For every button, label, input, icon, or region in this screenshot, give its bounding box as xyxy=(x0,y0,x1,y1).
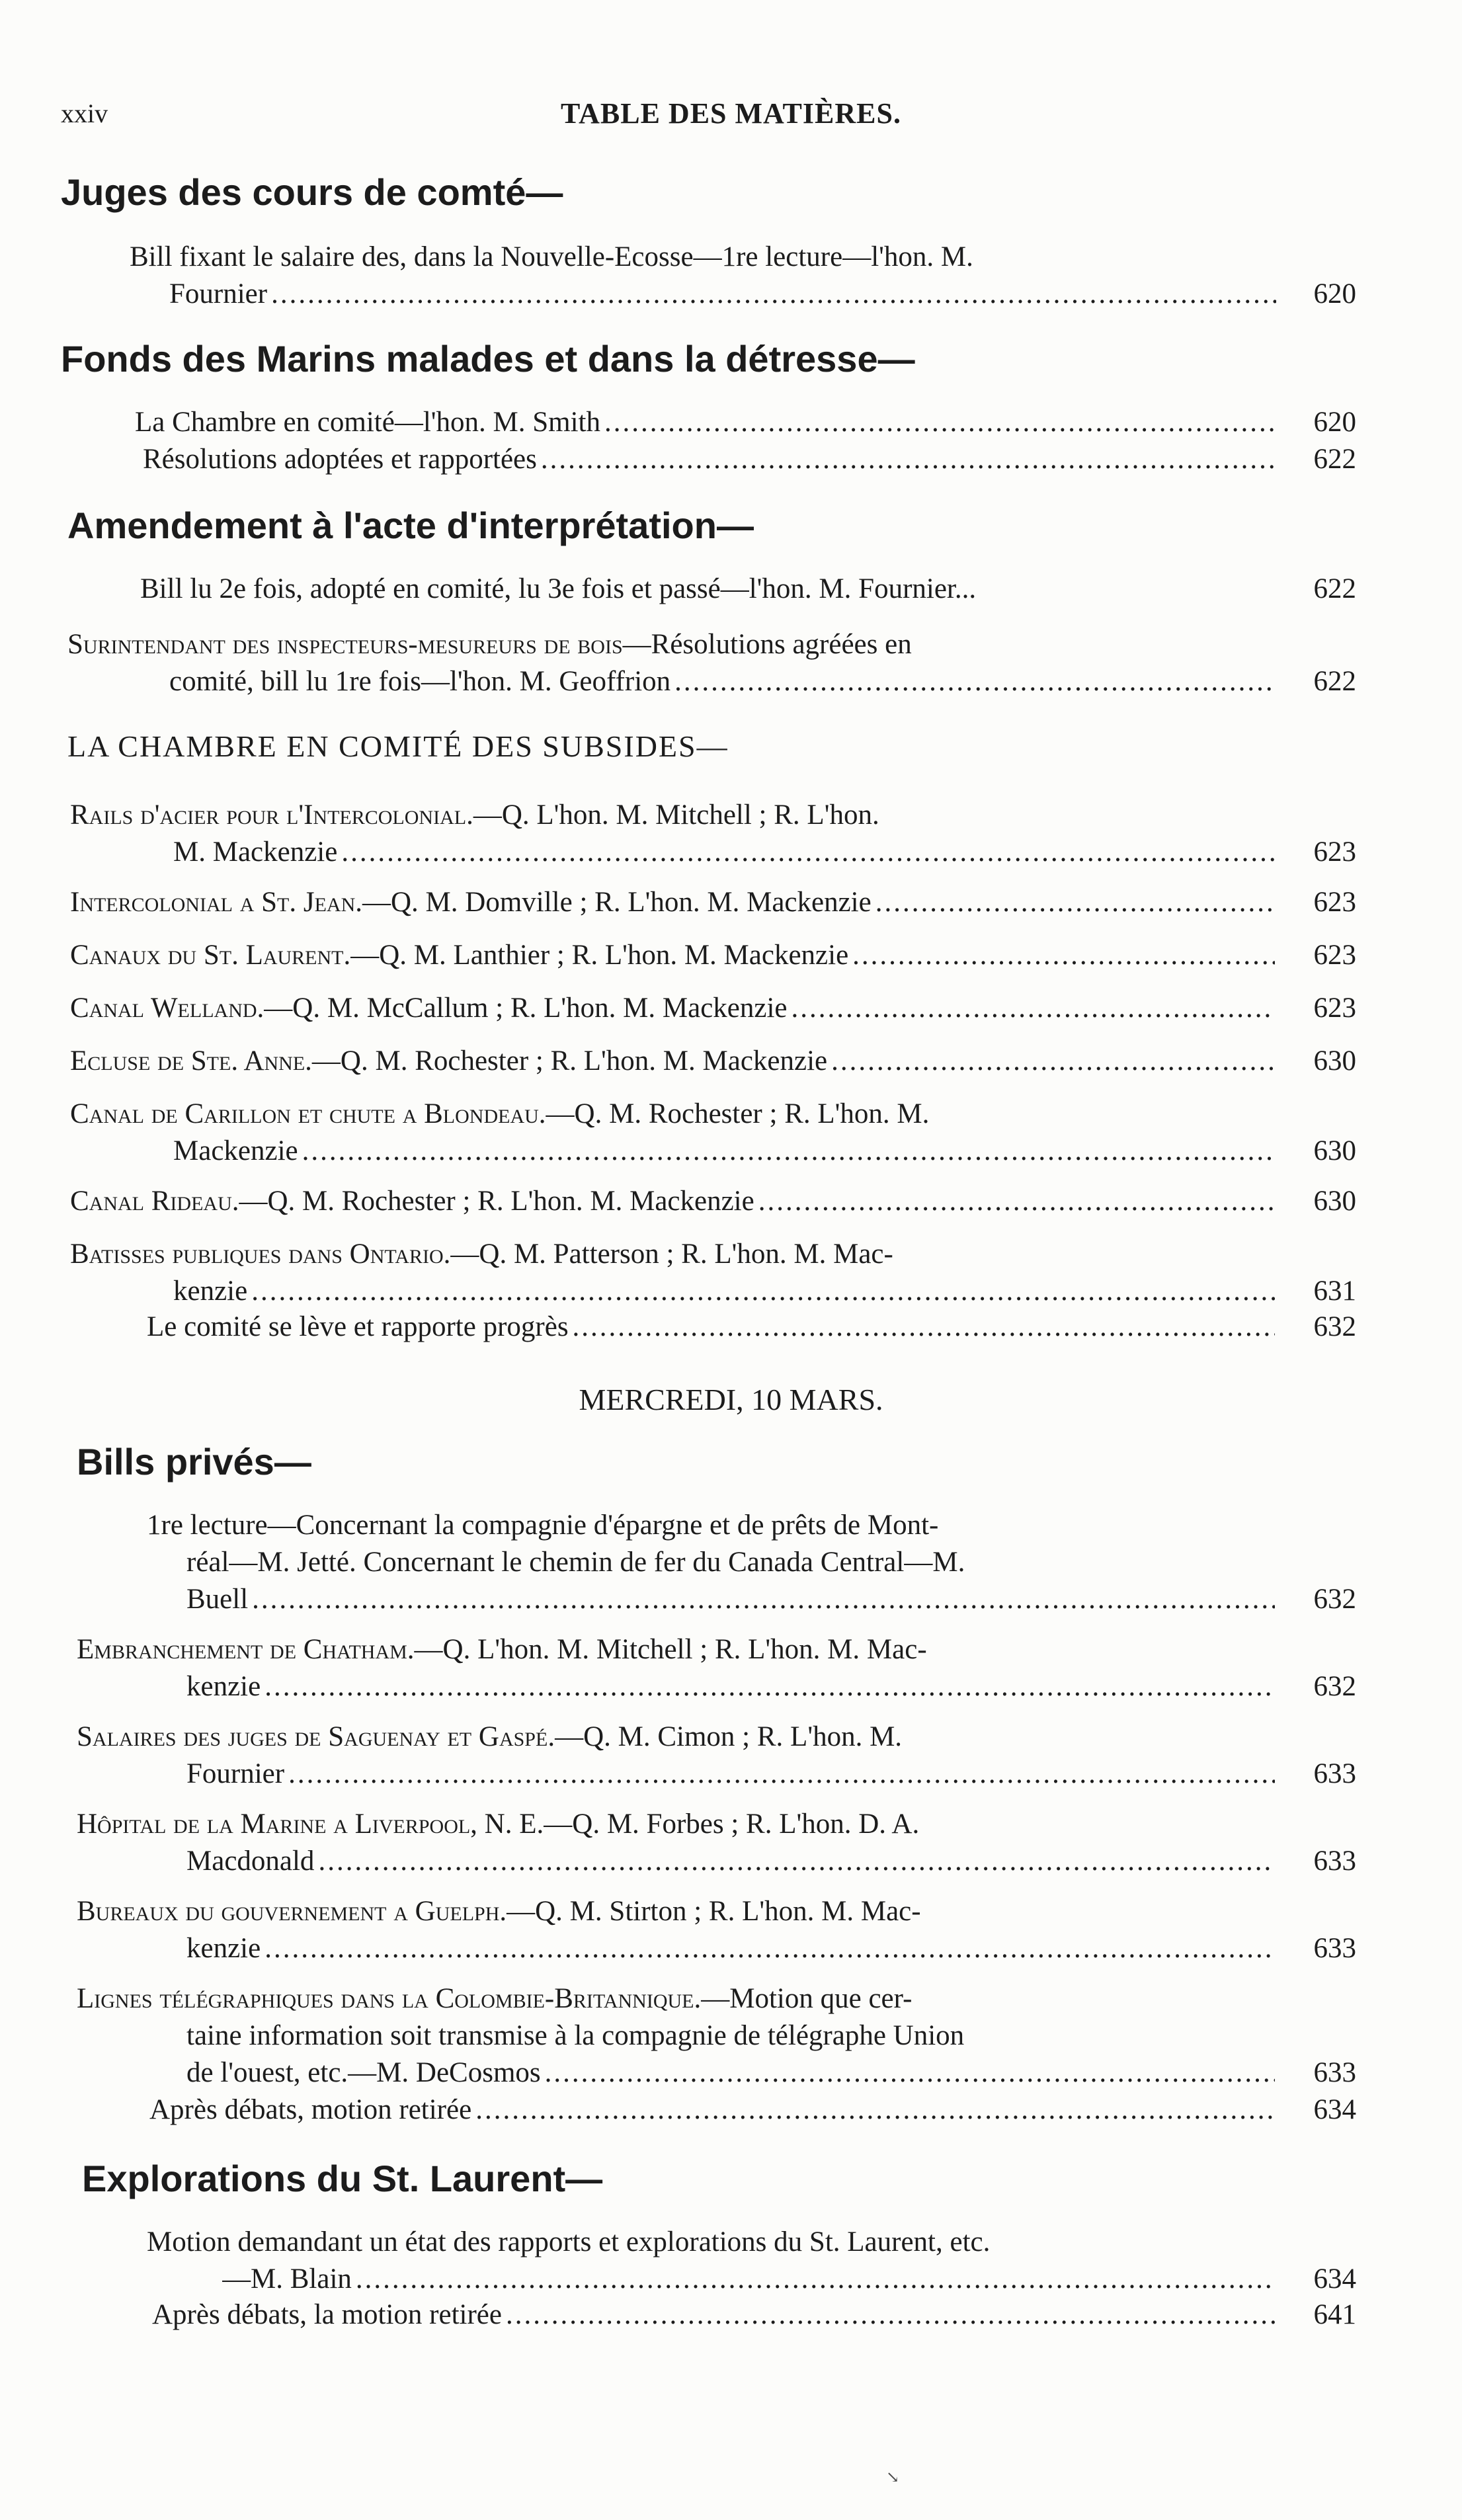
page-number: xxiv xyxy=(61,99,108,128)
entry-line: 1re lecture—Concernant la compagnie d'épargne et de prêts de Mont- xyxy=(147,1510,939,1541)
toc-entry xyxy=(173,1135,1279,1167)
entry-page-number: 630 xyxy=(1313,1186,1356,1217)
toc-entry xyxy=(186,2056,1279,2089)
entry-page-number: 622 xyxy=(1313,573,1356,604)
toc-entry xyxy=(169,278,1280,310)
toc-entry xyxy=(143,443,1279,475)
entry-text: M. Mackenzie xyxy=(173,836,338,868)
entry-line xyxy=(77,1982,912,2015)
entry-text: Le comité se lève et rapporte progrès xyxy=(147,1311,569,1342)
toc-entry xyxy=(222,2263,1279,2295)
entry-text: kenzie xyxy=(186,1671,261,1702)
date-heading: MERCREDI, 10 MARS. xyxy=(579,1383,883,1416)
toc-entry xyxy=(149,2093,1279,2126)
entry-text: kenzie xyxy=(186,1933,261,1964)
entry-text: .—Q. M. Domville ; R. L'hon. M. Mackenzie xyxy=(355,887,872,918)
toc-entry xyxy=(186,1670,1279,1703)
toc-entry xyxy=(70,1045,1279,1077)
section-heading-subsides: LA CHAMBRE EN COMITÉ DES SUBSIDES— xyxy=(67,729,729,763)
entry-line xyxy=(77,1808,919,1840)
entry-text: .—Q. M. Rochester ; R. L'hon. M. xyxy=(538,1098,930,1129)
entry-page-number: 623 xyxy=(1313,887,1356,918)
section-heading-bills-prives: Bills privés— xyxy=(77,1441,311,1483)
entry-text: .—Q. M. Rochester ; R. L'hon. M. Mackenzie xyxy=(305,1045,828,1077)
entry-page-number: 623 xyxy=(1313,993,1356,1024)
entry-page-number: 630 xyxy=(1313,1045,1356,1077)
toc-entry xyxy=(186,1845,1279,1877)
entry-subject: Lignes télégraphiques dans la Colombie-Britannique xyxy=(77,1983,694,2014)
entry-page-number: 633 xyxy=(1313,1846,1356,1877)
toc-entry xyxy=(186,1758,1279,1790)
entry-text: .—Motion que cer- xyxy=(694,1983,913,2014)
leader-dots xyxy=(302,1135,1275,1167)
entry-page-number: 632 xyxy=(1313,1584,1356,1615)
leader-dots xyxy=(831,1045,1275,1077)
entry-subject: Embranchement de Chatham xyxy=(77,1634,407,1665)
entry-text: .—Q. M. Rochester ; R. L'hon. M. Mackenzie xyxy=(231,1186,754,1217)
toc-entry xyxy=(169,665,1279,698)
entry-page-number: 632 xyxy=(1313,1311,1356,1342)
entry-subject: Canaux du St. Laurent xyxy=(70,940,344,971)
entry-line: Bill lu 2e fois, adopté en comité, lu 3e fois et passé—l'hon. M. Fournier... xyxy=(140,573,977,604)
entry-line: réal—M. Jetté. Concernant le chemin de fer du Canada Central—M. xyxy=(186,1547,965,1578)
entry-text: .—Q. M. Stirton ; R. L'hon. M. Mac- xyxy=(499,1896,921,1927)
entry-line xyxy=(77,1721,902,1753)
entry-page-number: 620 xyxy=(1313,407,1356,438)
entry-page-number: 641 xyxy=(1313,2299,1356,2330)
entry-subject: Ecluse de Ste. Anne xyxy=(70,1045,305,1077)
entry-text: .—Q. M. Cimon ; R. L'hon. M. xyxy=(548,1721,903,1752)
entry-subject: Bureaux du gouvernement a Guelph xyxy=(77,1896,500,1927)
entry-subject: Rails d'acier pour l'Intercolonial xyxy=(70,799,467,831)
entry-text: .—Q. M. McCallum ; R. L'hon. M. Mackenzie xyxy=(257,993,788,1024)
section-heading-amendement: Amendement à l'acte d'interprétation— xyxy=(67,505,754,546)
entry-line xyxy=(70,1098,929,1130)
toc-entry xyxy=(186,1932,1279,1965)
entry-line xyxy=(77,1633,927,1666)
entry-page-number: 634 xyxy=(1313,2094,1356,2125)
leader-dots xyxy=(475,2093,1275,2126)
entry-page-number: 623 xyxy=(1313,836,1356,868)
entry-text: Résolutions adoptées et rapportées xyxy=(143,444,537,475)
toc-entry xyxy=(70,992,1279,1024)
toc-entry xyxy=(135,406,1279,438)
leader-dots xyxy=(604,406,1275,438)
leader-dots xyxy=(758,1185,1275,1217)
entry-text: comité, bill lu 1re fois—l'hon. M. Geoffrion xyxy=(169,666,671,697)
entry-page-number: 630 xyxy=(1313,1135,1356,1166)
leader-dots xyxy=(541,443,1275,475)
entry-page-number: 634 xyxy=(1313,2263,1356,2295)
entry-page-number: 633 xyxy=(1313,1758,1356,1789)
entry-text: de l'ouest, etc.—M. DeCosmos xyxy=(186,2057,541,2088)
leader-dots xyxy=(852,939,1275,971)
entry-text: —M. Blain xyxy=(222,2263,352,2295)
entry-text: La Chambre en comité—l'hon. M. Smith xyxy=(135,407,600,438)
entry-text: kenzie xyxy=(173,1276,248,1307)
entry-page-number: 633 xyxy=(1313,2057,1356,2088)
entry-text: Fournier xyxy=(169,278,268,309)
entry-subject: Hôpital de la Marine a Liverpool, N. E. xyxy=(77,1809,544,1840)
leader-dots xyxy=(356,2263,1275,2295)
entry-line: taine information soit transmise à la compagnie de télégraphe Union xyxy=(186,2020,965,2051)
leader-dots xyxy=(264,1670,1275,1703)
entry-text: Après débats, motion retirée xyxy=(149,2094,472,2125)
entry-page-number: 623 xyxy=(1313,940,1356,971)
section-heading-juges: Juges des cours de comté— xyxy=(61,171,563,213)
toc-entry xyxy=(186,1583,1279,1615)
entry-line: Motion demandant un état des rapports et explorations du St. Laurent, etc. xyxy=(147,2226,991,2257)
entry-subject: Canal de Carillon et chute a Blondeau xyxy=(70,1098,539,1129)
leader-dots xyxy=(674,665,1275,698)
entry-page-number: 620 xyxy=(1313,278,1356,309)
leader-dots xyxy=(288,1758,1275,1790)
entry-subject: Canal Welland xyxy=(70,993,257,1024)
entry-text: Fournier xyxy=(186,1758,285,1789)
entry-text: .—Q. L'hon. M. Mitchell ; R. L'hon. M. Mac- xyxy=(407,1634,927,1665)
toc-entry xyxy=(70,939,1279,971)
entry-subject: Salaires des juges de Saguenay et Gaspé xyxy=(77,1721,548,1752)
entry-line: Bill fixant le salaire des, dans la Nouvelle-Ecosse—1re lecture—l'hon. M. xyxy=(130,241,973,272)
entry-text: .—Q. L'hon. M. Mitchell ; R. L'hon. xyxy=(466,799,879,831)
entry-subject: Intercolonial a St. Jean xyxy=(70,887,356,918)
toc-entry xyxy=(152,2298,1279,2331)
entry-text: Mackenzie xyxy=(173,1135,298,1166)
toc-entry xyxy=(173,1275,1279,1307)
toc-entry xyxy=(147,1311,1279,1343)
page-title: TABLE DES MATIÈRES. xyxy=(561,97,901,130)
entry-text: .—Q. M. Lanthier ; R. L'hon. M. Mackenzie xyxy=(343,940,849,971)
entry-page-number: 632 xyxy=(1313,1671,1356,1702)
entry-line xyxy=(67,628,912,661)
entry-line xyxy=(70,1238,893,1270)
toc-entry xyxy=(70,1185,1279,1217)
entry-page-number: 622 xyxy=(1313,666,1356,697)
entry-page-number: 631 xyxy=(1313,1276,1356,1307)
leader-dots xyxy=(318,1845,1275,1877)
leader-dots xyxy=(791,992,1275,1024)
leader-dots xyxy=(573,1311,1275,1343)
section-heading-fonds: Fonds des Marins malades et dans la détresse— xyxy=(61,338,915,380)
entry-subject: Surintendant des inspecteurs-mesureurs de bois xyxy=(67,629,623,660)
entry-text: —Résolutions agréées en xyxy=(622,629,912,660)
entry-page-number: 622 xyxy=(1313,444,1356,475)
toc-entry xyxy=(173,836,1279,868)
leader-dots xyxy=(251,1275,1275,1307)
leader-dots xyxy=(545,2056,1275,2089)
entry-line xyxy=(70,799,879,831)
ink-mark: ↘ xyxy=(886,2469,900,2486)
leader-dots xyxy=(252,1583,1275,1615)
entry-text: .—Q. M. Patterson ; R. L'hon. M. Mac- xyxy=(443,1239,893,1270)
leader-dots xyxy=(341,836,1275,868)
leader-dots xyxy=(875,886,1275,918)
entry-text: Après débats, la motion retirée xyxy=(152,2299,502,2330)
entry-subject: Canal Rideau xyxy=(70,1186,232,1217)
entry-line xyxy=(77,1895,921,1928)
entry-text: Macdonald xyxy=(186,1846,315,1877)
entry-text: —Q. M. Forbes ; R. L'hon. D. A. xyxy=(544,1809,920,1840)
leader-dots xyxy=(271,278,1276,310)
section-heading-explorations: Explorations du St. Laurent— xyxy=(82,2158,603,2199)
toc-entry xyxy=(70,886,1279,918)
entry-subject: Batisses publiques dans Ontario xyxy=(70,1239,444,1270)
entry-text: Buell xyxy=(186,1584,249,1615)
leader-dots xyxy=(506,2298,1275,2331)
leader-dots xyxy=(264,1932,1275,1965)
entry-page-number: 633 xyxy=(1313,1933,1356,1964)
